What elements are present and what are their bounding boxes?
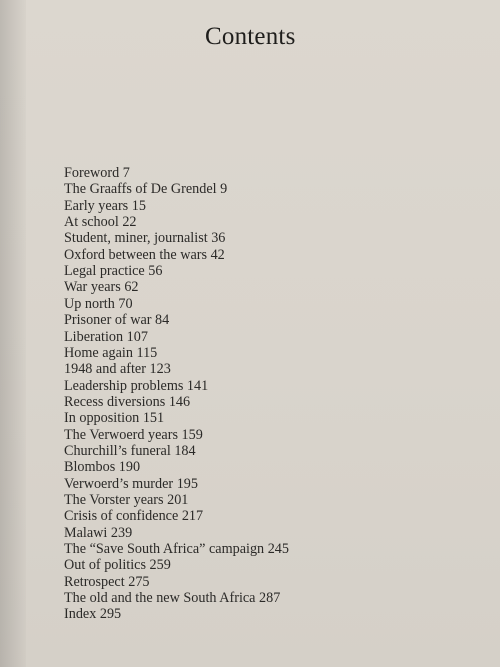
toc-entry-title: In opposition (64, 410, 140, 427)
toc-entry-page: 56 (148, 263, 163, 280)
toc-entry-page: 115 (136, 344, 158, 361)
toc-entry-page: 245 (267, 541, 289, 558)
toc-entry-title: Recess diversions (64, 393, 166, 410)
toc-entry-page: 84 (155, 312, 170, 329)
toc-entry-title: Legal practice (64, 263, 145, 280)
toc-entry-title: Student, miner, journalist (64, 230, 208, 247)
toc-entry-title: Malawi (64, 524, 108, 541)
toc-entry-title: Churchill’s funeral (64, 442, 171, 459)
toc-entry-label (64, 606, 121, 623)
toc-entry-label (64, 476, 198, 493)
toc-entry-label (64, 590, 280, 607)
toc-entry-label (64, 541, 289, 558)
toc-entry-title: Up north (64, 295, 115, 312)
toc-entry-title: At school (64, 214, 119, 231)
toc-entry-label (64, 557, 171, 574)
toc-entry-title: The “Save South Africa” campaign (64, 541, 265, 558)
toc-entry-label (64, 378, 208, 395)
toc-entry-page: 9 (220, 181, 228, 198)
toc-entry-title: Out of politics (64, 557, 146, 574)
toc-entry-page: 146 (168, 393, 191, 410)
toc-entry-title: Retrospect (64, 573, 125, 590)
toc-entry-page: 195 (176, 475, 198, 492)
toc-entry-title: Foreword (64, 165, 120, 181)
toc-entry-label (64, 394, 190, 411)
toc-entry-title: The Graaffs of De Grendel (64, 181, 217, 198)
page-gutter-shadow (0, 0, 26, 667)
toc-entry-label (64, 181, 227, 198)
toc-entry-label (64, 214, 137, 231)
toc-entry-label (64, 329, 148, 346)
toc-entry-label (64, 574, 150, 591)
toc-entry-label (64, 492, 188, 509)
toc-entry-page: 159 (181, 426, 203, 443)
toc-entry-page: 295 (99, 606, 122, 623)
toc-entry-title: Verwoerd’s murder (64, 475, 174, 492)
toc-entry-label (64, 230, 225, 247)
toc-entry-label (64, 525, 132, 542)
page-title: Contents (205, 23, 296, 50)
toc-entry-label (64, 312, 169, 329)
toc-entry-title: The old and the new South Africa (64, 590, 256, 607)
toc-entry-label (64, 508, 203, 525)
toc-entry-page: 70 (118, 295, 133, 312)
toc-entry-page: 42 (210, 246, 225, 263)
toc-entry-title: Home again (64, 344, 133, 361)
toc-entry-page: 184 (174, 442, 196, 459)
toc-entry-page: 275 (128, 573, 150, 590)
toc-entry-page: 151 (142, 410, 165, 427)
toc-entry-label (64, 198, 146, 215)
toc-entry-label (64, 247, 225, 264)
toc-entry-title: The Vorster years (64, 492, 164, 508)
toc-entry-page: 107 (126, 328, 148, 345)
toc-entry-label (64, 459, 140, 476)
toc-entry-label (64, 165, 130, 182)
toc-entry-page: 217 (181, 508, 204, 525)
toc-entry-label (64, 410, 164, 427)
toc-entry-label (64, 263, 162, 280)
toc-entry-title: Early years (64, 197, 129, 214)
toc-entry-title: Crisis of confidence (64, 508, 179, 525)
toc-entry-label (64, 361, 171, 378)
toc-entry-page: 287 (259, 590, 281, 607)
toc-entry-page: 22 (122, 214, 137, 231)
toc-entry-label (64, 443, 196, 460)
toc-entry-label (64, 427, 203, 444)
toc-entry-label (64, 296, 133, 313)
toc-entry-title: War years (64, 279, 121, 296)
toc-entry-label (64, 345, 157, 362)
toc-entry-label (64, 279, 139, 296)
toc-entry-page: 36 (211, 230, 226, 247)
toc-entry-title: Oxford between the wars (64, 246, 208, 263)
toc-entry-title: 1948 and after (64, 361, 146, 378)
toc-entry-title: Prisoner of war (64, 312, 152, 329)
toc-entry-page: 123 (149, 361, 171, 378)
toc-entry-page: 259 (149, 557, 171, 574)
toc-entry-page: 141 (186, 377, 209, 394)
toc-entry-title: The Verwoerd years (64, 426, 178, 443)
toc-entry-title: Leadership problems (64, 377, 184, 394)
toc-entry-page: 62 (124, 279, 139, 296)
toc-entry-title: Liberation (64, 328, 124, 345)
toc-entry-title: Blombos (64, 459, 116, 476)
toc-entry-page: 190 (118, 459, 141, 476)
toc-entry-page: 201 (167, 492, 189, 508)
toc-entry-page: 239 (110, 524, 133, 541)
toc-entry-title: Index (64, 606, 97, 623)
toc-entry-page: 7 (122, 165, 130, 181)
toc-entry-page: 15 (131, 197, 146, 214)
